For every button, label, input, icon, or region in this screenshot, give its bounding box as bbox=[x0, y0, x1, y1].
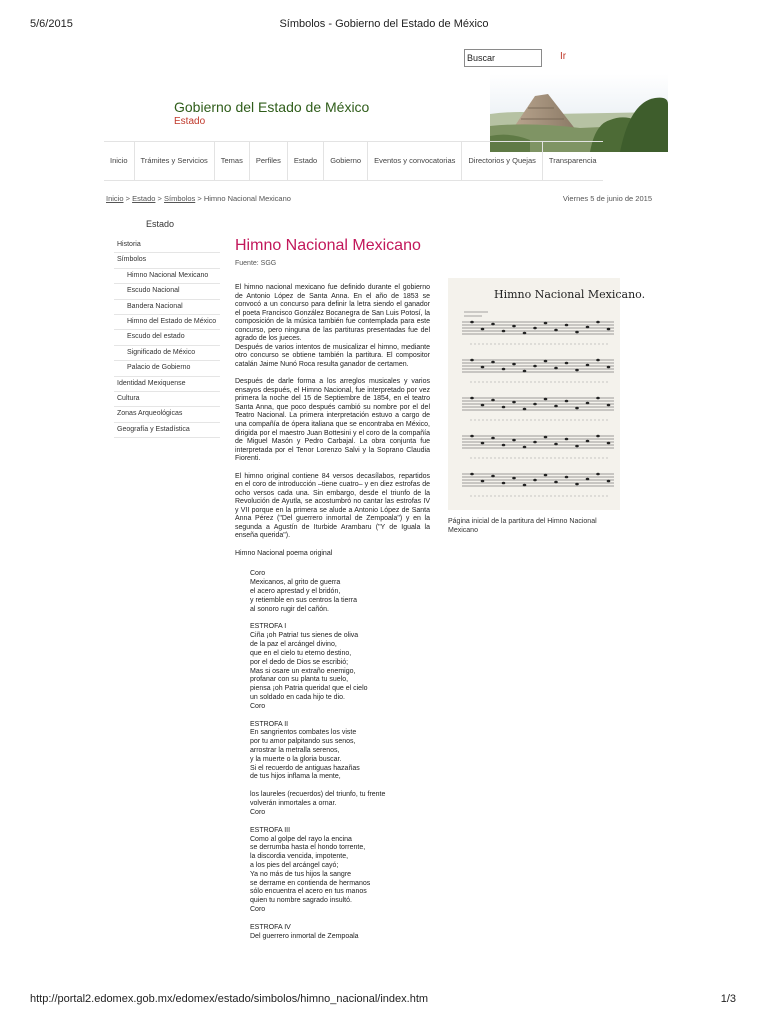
sidebar-item[interactable]: Geografía y Estadística bbox=[114, 423, 220, 438]
print-page-title: Símbolos - Gobierno del Estado de México bbox=[279, 18, 489, 30]
nav-item-perfiles[interactable]: Perfiles bbox=[250, 142, 288, 180]
sidebar-menu bbox=[114, 238, 220, 438]
poem-line: sólo encuentra el acero en tus manos bbox=[250, 888, 367, 896]
poem-line: Coro bbox=[250, 702, 266, 710]
poem-line: Coro bbox=[250, 906, 266, 914]
search-input[interactable]: Buscar bbox=[464, 49, 542, 67]
poem-line: los laureles (recuerdos) del triunfo, tu frente bbox=[250, 791, 386, 799]
poem-stanza bbox=[250, 791, 430, 817]
poem-line: se derrumba hasta el hondo torrente, bbox=[250, 844, 366, 852]
poem-line: de tus hijos inflama la mente, bbox=[250, 773, 341, 781]
poem-line: a los pies del arcángel cayó; bbox=[250, 861, 339, 869]
poem-stanza bbox=[250, 827, 430, 915]
sidebar-item[interactable]: Identidad Mexiquense bbox=[114, 377, 220, 392]
poem-line: ESTROFA III bbox=[250, 826, 291, 834]
nav-item-eventos[interactable]: Eventos y convocatorias bbox=[368, 142, 462, 180]
article-paragraph: El himno nacional mexicano fue definido durante el gobierno de Antonio López de Santa Anna. En el año de 1853 se convocó a un concurso para definir la letra siendo el ganador el poeta Francisco González Bocanegra de San Luis Potosí, la composición de la música también fue contemplada para este concurso, pero ninguna de las partituras presentadas fue del agrado de los jueces. bbox=[235, 284, 430, 343]
poem-line: de la paz el arcángel divino, bbox=[250, 641, 337, 649]
poem-line: profanar con su planta tu suelo, bbox=[250, 676, 349, 684]
breadcrumb-separator: > bbox=[123, 194, 133, 203]
sidebar-item[interactable]: Cultura bbox=[114, 392, 220, 407]
page-title: Himno Nacional Mexicano bbox=[235, 237, 421, 254]
nav-item-temas[interactable]: Temas bbox=[215, 142, 250, 180]
poem-line: se derrame en contienda de hermanos bbox=[250, 879, 371, 887]
poem-line: Ya no más de tus hijos la sangre bbox=[250, 870, 352, 878]
poem-line: y la muerte o la gloria buscar. bbox=[250, 755, 342, 763]
search-go-button[interactable]: Ir bbox=[560, 51, 567, 62]
poem-line: por tu amor palpitando sus senos, bbox=[250, 738, 356, 746]
breadcrumb bbox=[106, 194, 291, 203]
poem-line: arrostrar la metralla serenos, bbox=[250, 747, 340, 755]
poem-heading: Himno Nacional poema original bbox=[235, 549, 333, 557]
poem-stanza bbox=[250, 721, 430, 783]
article-paragraph: Después de darle forma a los arreglos musicales y varios ensayos después, el Himno Nacional, fue interpretado por vez primera la noche del 15 de Septiembre de 1854, en el teatro Santa Anna, que poco después cambió su nombre por el del Teatro Nacional. La primera interpretación estuvo a cargo de una compañía de ópera italiana que se encontraba en México, dirigida por el maestro Juan Bottesini y el coro de la compañía de Miguel Masón y Pedro Carbajal. La obra conjunta fue interpretada por el Tenor Lorenzo Salvi y la Soprano Claudia Fiorenti. bbox=[235, 378, 430, 463]
poem-line: En sangrientos combates los viste bbox=[250, 729, 357, 737]
article-paragraph: Después de varios intentos de musicalizar el himno, mediante otro concurso se obtiene también la partitura. El compositor catalán Jaime Nunó Roca resulta ganador de certamen. bbox=[235, 343, 430, 368]
sidebar-item[interactable]: Símbolos bbox=[114, 253, 220, 268]
nav-item-inicio[interactable]: Inicio bbox=[104, 142, 135, 180]
article-source: Fuente: SGG bbox=[235, 260, 277, 267]
breadcrumb-current: Himno Nacional Mexicano bbox=[203, 194, 291, 203]
sidebar-title: Estado bbox=[146, 219, 175, 229]
sidebar-item[interactable]: Bandera Nacional bbox=[114, 300, 220, 315]
poem-line: ESTROFA I bbox=[250, 623, 287, 631]
poem-line: ESTROFA IV bbox=[250, 923, 291, 931]
poem bbox=[235, 570, 430, 941]
poem-line: Como al golpe del rayo la encina bbox=[250, 835, 352, 843]
nav-item-gobierno[interactable]: Gobierno bbox=[324, 142, 368, 180]
poem-line: ESTROFA II bbox=[250, 720, 289, 728]
sidebar-item[interactable]: Escudo Nacional bbox=[114, 284, 220, 299]
poem-line: y retiemble en sus centros la tierra bbox=[250, 596, 357, 604]
sidebar-item[interactable]: Zonas Arqueológicas bbox=[114, 407, 220, 422]
poem-line: Coro bbox=[250, 808, 266, 816]
breadcrumb-parent-link[interactable]: Símbolos bbox=[164, 194, 196, 203]
score-heading: Himno Nacional Mexicano. bbox=[494, 288, 646, 301]
poem-line: Del guerrero inmortal de Zempoala bbox=[250, 932, 359, 940]
figure-caption: Página inicial de la partitura del Himno Nacional Mexicano bbox=[448, 518, 597, 534]
site-name[interactable]: Gobierno del Estado de México bbox=[174, 99, 370, 115]
poem-line: piensa ¡oh Patria querida! que el cielo bbox=[250, 685, 368, 693]
poem-line: la discordia vencida, impotente, bbox=[250, 853, 349, 861]
poem-line: Ciña ¡oh Patria! tus sienes de oliva bbox=[250, 632, 359, 640]
poem-stanza bbox=[250, 570, 430, 614]
sidebar-item[interactable]: Himno del Estado de México bbox=[114, 315, 220, 330]
article-paragraph: El himno original contiene 84 versos decasílabos, repartidos en el coro de introducción –tiene cuatro– y en diez estrofas de ocho versos cada una. Sin embargo, desde el triunfo de la Revolución de Ayutla, se acostumbró no cantar las estrofas IV y VII porque en la primera se alude a Antonio López de Santa Anna Pérez ("Del guerrero inmortal de Zempoala") y en la segunda a Agustín de Iturbide Arambaru ("Y de Iguala la enseña querida"). bbox=[235, 472, 430, 540]
sidebar-item[interactable]: Historia bbox=[114, 238, 220, 253]
poem-line: por el dedo de Dios se escribió; bbox=[250, 658, 349, 666]
print-page-number: 1/3 bbox=[720, 993, 736, 1005]
nav-item-tramites[interactable]: Trámites y Servicios bbox=[135, 142, 215, 180]
nav-item-transparencia[interactable]: Transparencia bbox=[548, 156, 597, 165]
poem-line: quien tu nombre sagrado insultó. bbox=[250, 897, 352, 905]
sidebar-item[interactable]: Palacio de Gobierno bbox=[114, 361, 220, 376]
poem-line: un soldado en cada hijo te dio. bbox=[250, 693, 345, 701]
poem-line: volverán inmortales a ornar. bbox=[250, 800, 337, 808]
poem-line: que en el cielo tu eterno destino, bbox=[250, 649, 352, 657]
article-body bbox=[235, 284, 430, 950]
poem-stanza bbox=[250, 623, 430, 711]
poem-line: Coro bbox=[250, 570, 266, 578]
sidebar-item[interactable]: Himno Nacional Mexicano bbox=[114, 269, 220, 284]
sidebar-item[interactable]: Escudo del estado bbox=[114, 330, 220, 345]
breadcrumb-section-link[interactable]: Estado bbox=[132, 194, 156, 203]
nav-item-estado[interactable]: Estado bbox=[288, 142, 324, 180]
print-date: 5/6/2015 bbox=[30, 18, 73, 30]
print-url: http://portal2.edomex.gob.mx/edomex/estado/simbolos/himno_nacional/index.htm bbox=[30, 993, 429, 1005]
sheet-music-image bbox=[448, 278, 646, 510]
poem-line: el acero aprestad y el bridón, bbox=[250, 588, 341, 596]
poem-line: Mas si osare un extraño enemigo, bbox=[250, 667, 356, 675]
sidebar-item[interactable]: Significado de México bbox=[114, 346, 220, 361]
poem-line: Si el recuerdo de antiguas hazañas bbox=[250, 764, 360, 772]
poem-line: al sonoro rugir del cañón. bbox=[250, 605, 329, 613]
nav-item-directorios[interactable]: Directorios y Quejas bbox=[462, 142, 543, 180]
breadcrumb-home-link[interactable]: Inicio bbox=[106, 194, 124, 203]
breadcrumb-separator: > bbox=[195, 194, 204, 203]
main-nav bbox=[104, 141, 603, 181]
poem-line: Mexicanos, al grito de guerra bbox=[250, 579, 341, 587]
breadcrumb-separator: > bbox=[155, 194, 164, 203]
current-date: Viernes 5 de junio de 2015 bbox=[562, 194, 652, 203]
poem-stanza bbox=[250, 924, 430, 942]
site-section-label: Estado bbox=[174, 116, 206, 127]
